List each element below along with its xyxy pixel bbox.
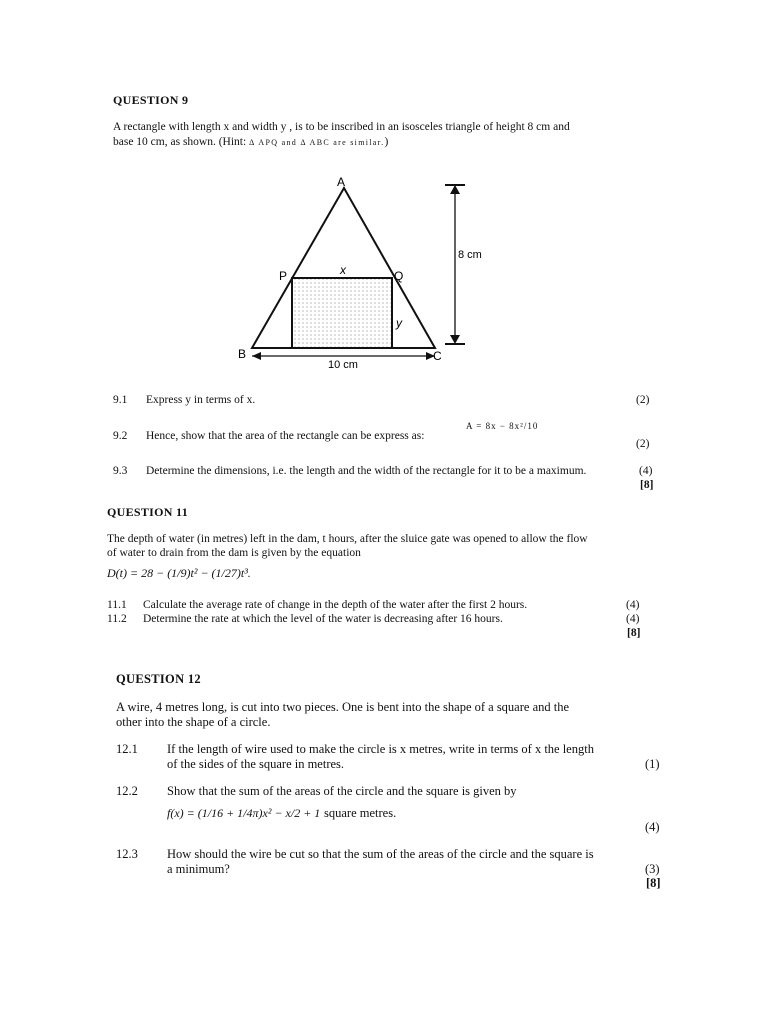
item-11-2-text: Determine the rate at which the level of the water is decreasing after 16 hours. [143,613,503,625]
item-12-1-marks: (1) [645,757,660,771]
item-11-1-text: Calculate the average rate of change in the depth of the water after the first 2 hours. [143,599,528,611]
item-9-2-number: 9.2 [113,430,128,442]
question-12-total: [8] [646,876,661,890]
question-11-total: [8] [627,627,641,639]
item-9-2-formula: A = 8x − 8x²/10 [466,421,539,431]
question-12-intro-line-2: other into the shape of a circle. [116,715,271,729]
label-x: x [340,263,346,277]
question-9-intro-line-2 [113,135,653,150]
question-9-intro-line-1: A rectangle with length x and width y , is to be inscribed in an isosceles triangle of height 8 cm and [113,121,570,133]
inscribed-rectangle [292,278,392,348]
question-12-title: QUESTION 12 [116,672,201,686]
base-arrow-head-left [252,352,261,360]
item-9-2-text: Hence, show that the area of the rectangle can be express as: [146,430,425,442]
label-y: y [396,316,402,330]
item-12-3-number: 12.3 [116,847,138,861]
height-arrow-head-bottom [450,335,460,344]
item-12-2-marks: (4) [645,820,660,834]
height-label: 8 cm [458,249,482,261]
label-q: Q [394,269,404,283]
item-12-3-line-2: a minimum? [167,862,230,876]
item-12-2-formula: f(x) = (1/16 + 1/4π)x² − x/2 + 1 [167,806,321,820]
question-12-intro-line-1: A wire, 4 metres long, is cut into two pieces. One is bent into the shape of a square and the [116,700,570,714]
item-11-2-marks: (4) [626,613,640,625]
item-12-3-marks: (3) [645,862,660,876]
base-label: 10 cm [328,359,358,371]
question-11-intro-line-1: The depth of water (in metres) left in the dam, t hours, after the sluice gate was opened to allow the flow [107,533,588,545]
item-12-1-line-1: If the length of wire used to make the circle is x metres, write in terms of x the length [167,742,594,756]
label-b: B [238,347,247,361]
label-a: A [337,175,346,189]
question-11-equation: D(t) = 28 − (1/9)t² − (1/27)t³. [107,566,251,580]
item-9-3-number: 9.3 [113,465,128,477]
height-arrow-head-top [450,185,460,194]
item-9-3-marks: (4) [639,465,653,477]
item-9-2-marks: (2) [636,438,650,450]
item-9-1-number: 9.1 [113,394,128,406]
item-11-1-number: 11.1 [107,599,127,611]
question-9-total: [8] [640,479,654,491]
item-11-1-marks: (4) [626,599,640,611]
triangle-diagram [230,170,500,375]
item-9-1-marks: (2) [636,394,650,406]
item-11-2-number: 11.2 [107,613,127,625]
item-12-3-line-1: How should the wire be cut so that the sum of the areas of the circle and the square is [167,847,594,861]
item-12-2-formula-tail: square metres. [324,806,397,820]
hint-text: Δ APQ and Δ ABC are similar. [249,138,385,147]
item-12-1-line-2: of the sides of the square in metres. [167,757,345,771]
intro-text: base 10 cm, as shown. (Hint: [113,136,250,148]
question-9-title: QUESTION 9 [113,93,189,107]
question-11-title: QUESTION 11 [107,505,188,519]
item-9-3-text: Determine the dimensions, i.e. the length and the width of the rectangle for it to be a maximum. [146,465,587,477]
intro-close: ) [384,136,389,148]
label-c: C [433,349,442,363]
item-12-2-number: 12.2 [116,784,138,798]
item-12-1-number: 12.1 [116,742,138,756]
item-9-1-text: Express y in terms of x. [146,394,256,406]
question-11-intro-line-2: of water to drain from the dam is given by the equation [107,547,361,559]
label-p: P [279,269,288,283]
item-12-2-line-1: Show that the sum of the areas of the circle and the square is given by [167,784,517,798]
